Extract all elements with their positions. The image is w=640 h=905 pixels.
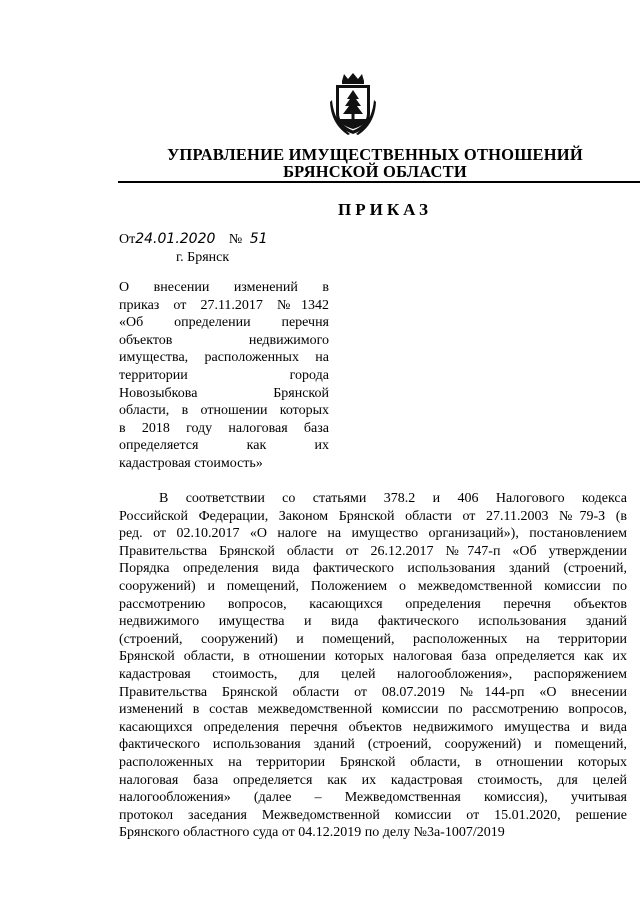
- subject-line: приказ от 27.11.2017 №1342: [119, 297, 329, 313]
- body-line: налоговая база определяется как их кадастровая стоимость, для целей: [119, 772, 627, 788]
- body-line: Российской Федерации, Законом Брянской области от 27.11.2003 №79-З (в: [119, 508, 627, 524]
- body-line: В соответствии со статьями 378.2 и 406 Налогового кодекса: [159, 491, 627, 506]
- body-line: сооружений) и помещений, Положением о межведомственной комиссии по: [119, 578, 627, 594]
- body-line: недвижимого имущества и вида фактического использования зданий: [119, 614, 627, 630]
- order-subject: [119, 279, 329, 473]
- subject-line: имущества, расположенных на: [119, 350, 329, 366]
- document-type-title: ПРИКАЗ: [338, 200, 432, 219]
- coat-of-arms-emblem: [330, 72, 376, 136]
- body-line: изменений в состав межведомственной комиссии по рассмотрению вопросов,: [119, 702, 627, 718]
- number-prefix: №: [228, 232, 243, 247]
- date-line: [119, 231, 268, 248]
- body-line: касающихся определения перечня объектов недвижимого имущества и вида: [119, 719, 627, 735]
- body-line: ред. от 02.10.2017 «О налоге на имущество организаций»), постановлением: [119, 526, 627, 542]
- subject-line: в 2018 году налоговая база: [119, 420, 329, 436]
- subject-line: Новозыбкова Брянской: [119, 385, 329, 401]
- handwritten-number: 51: [249, 231, 268, 247]
- body-line: рассмотрению вопросов, касающихся определения перечня объектов: [119, 596, 627, 612]
- organization-name-line-2: БРЯНСКОЙ ОБЛАСТИ: [283, 162, 467, 181]
- body-line: фактического использования зданий (строений, сооружений) и помещений,: [119, 737, 627, 753]
- subject-line: «Об определении перечня: [119, 315, 329, 331]
- handwritten-date: 24.01.2020: [135, 231, 216, 247]
- header-divider: [118, 181, 640, 183]
- subject-line: объектов недвижимого: [119, 332, 329, 348]
- body-line: Правительства Брянской области от 26.12.2017 №747-п «Об утверждении: [119, 543, 627, 559]
- body-line: Брянской области, в отношении которых налоговая база определяется как их: [119, 649, 627, 665]
- date-prefix: От: [119, 232, 136, 247]
- subject-line: кадастровая стоимость»: [119, 455, 263, 471]
- organization-name-line-1: УПРАВЛЕНИЕ ИМУЩЕСТВЕННЫХ ОТНОШЕНИЙ: [167, 145, 583, 164]
- body-line: Брянского областного суда от 04.12.2019 по делу №3а-1007/2019: [119, 825, 505, 841]
- body-line: протокол заседания Межведомственной комиссии от 15.01.2020, решение: [119, 807, 627, 823]
- body-line: (строений, сооружений) и помещений, расположенных на территории: [119, 631, 627, 647]
- subject-line: О внесении изменений в: [119, 280, 329, 295]
- body-line: расположенных на территории Брянской области, в отношении которых: [119, 754, 627, 770]
- body-line: Правительства Брянской области от 08.07.2019 №144-рп «О внесении: [119, 684, 627, 700]
- order-body-paragraph: [119, 490, 627, 842]
- city: г. Брянск: [176, 250, 230, 265]
- body-line: налогообложения» (далее – Межведомственная комиссия), учитывая: [119, 790, 627, 806]
- body-line: кадастровая стоимость, для целей налогообложения», распоряжением: [119, 666, 627, 682]
- subject-line: определяется как их: [119, 438, 329, 454]
- subject-line: области, в отношении которых: [119, 403, 329, 419]
- subject-line: территории города: [119, 367, 329, 383]
- body-line: Порядка определения вида фактического использования зданий (строений,: [119, 561, 627, 577]
